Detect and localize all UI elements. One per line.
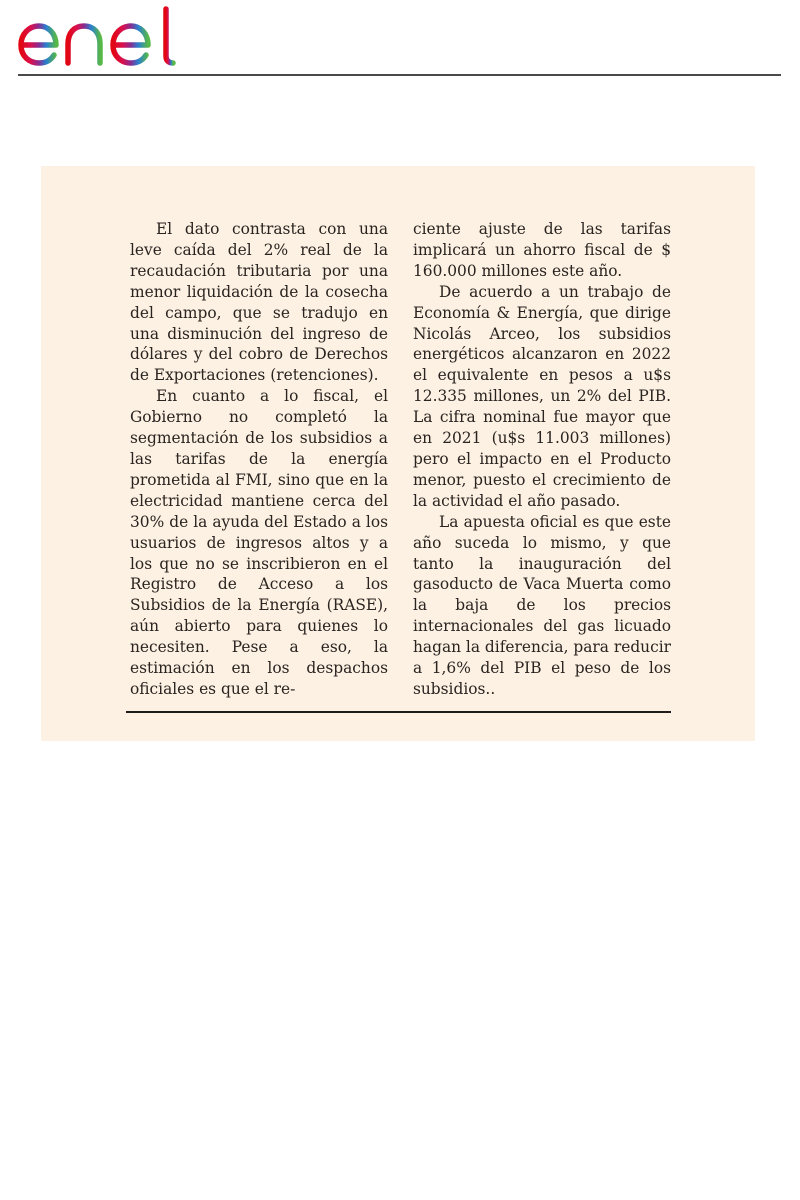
article-column-left: [130, 219, 388, 700]
article-end-rule: [126, 711, 671, 713]
article-paragraph: El dato contrasta con una leve caída del 2% real de la recaudación tributaria por una menor liquidación de la cosecha del campo, que se tradujo en una disminución del ingreso de dólares y del cobro de Derechos de Exportaciones (retenciones).: [130, 220, 388, 385]
enel-logo: [16, 4, 186, 68]
article-column-right: [413, 219, 671, 700]
header-divider: [18, 74, 781, 76]
article-paragraph: De acuerdo a un trabajo de Economía & Energía, que dirige Nicolás Arceo, los subsidios energéticos alcanzaron en 2022 el equivalente en pesos a u$s 12.335 millones, un 2% del PIB. La cifra nominal fue mayor que en 2021 (u$s 11.003 millones) pero el impacto en el Producto menor, puesto el crecimiento de la actividad el año pasado.: [413, 282, 671, 510]
article-paragraph: La apuesta oficial es que este año suceda lo mismo, y que tanto la inauguración del gasoducto de Vaca Muerta como la baja de los precios internacionales del gas licuado hagan la diferencia, para reducir a 1,6% del PIB el peso de los subsidios..: [413, 512, 671, 698]
newspaper-clipping: [41, 166, 755, 741]
article-paragraph: En cuanto a lo fiscal, el Gobierno no completó la segmentación de los subsidios a las tarifas de la energía prometida al FMI, sino que en la electricidad mantiene cerca del 30% de la ayuda del Estado a los usuarios de ingresos altos y a los que no se inscribieron en el Registro de Acceso a los Subsidios de la Energía (RASE), aún abierto para quienes lo necesiten. Pese a eso, la estimación en los despachos oficiales es que el re-: [130, 387, 388, 698]
article-paragraph: ciente ajuste de las tarifas implicará un ahorro fiscal de $ 160.000 millones este año.: [413, 220, 671, 280]
